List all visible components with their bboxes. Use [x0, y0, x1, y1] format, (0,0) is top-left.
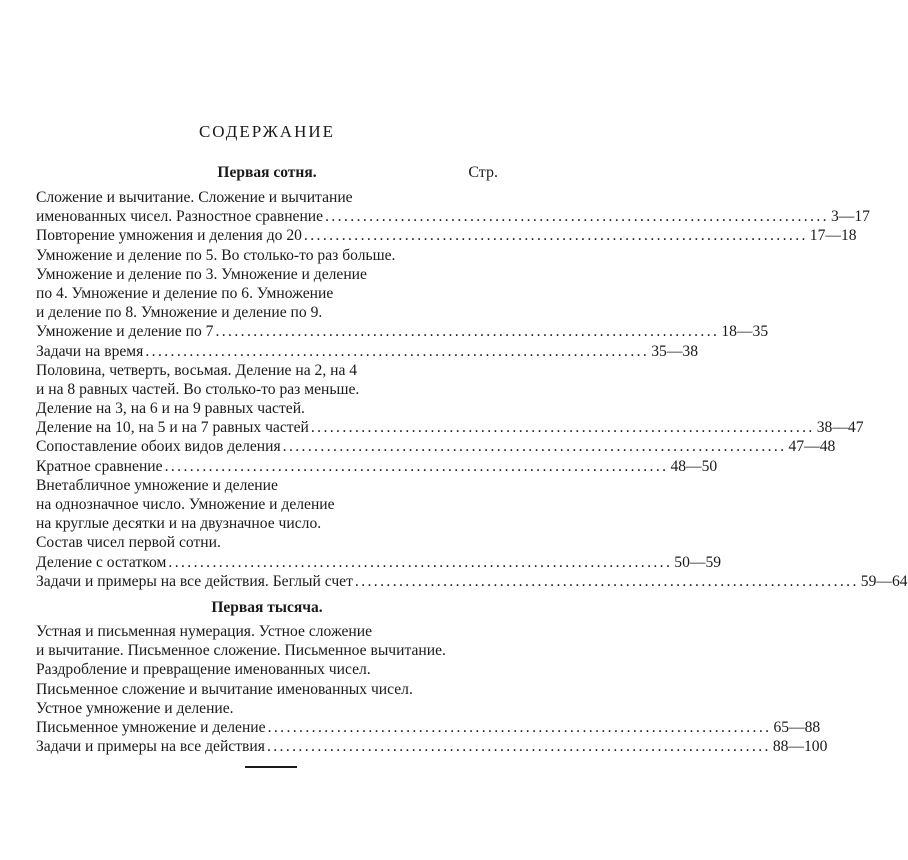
toc-entry: [36, 188, 498, 207]
dot-leader: ................................................................................: [354, 572, 859, 590]
toc-entry: [36, 361, 498, 380]
toc-entry: [36, 680, 498, 699]
toc-entry-text: и вычитание. Письменное сложение. Письменное вычитание.: [36, 642, 446, 660]
toc-entry: [36, 418, 864, 437]
toc-entry-text: Сопоставление обоих видов деления: [36, 438, 281, 456]
toc-entry: [36, 437, 836, 456]
toc-entry: [36, 226, 857, 245]
toc-entry-text: Умножение и деление по 5. Во столько-то раз больше.: [36, 246, 396, 264]
toc-entry: [36, 265, 498, 284]
toc-entry-text: Задачи и примеры на все действия: [36, 738, 265, 756]
toc-entry-text: Задачи и примеры на все действия. Беглый счет: [36, 572, 353, 590]
toc-entry: [36, 284, 498, 303]
page-column-label: Стр.: [468, 164, 498, 181]
toc-entry-text: Сложение и вычитание. Сложение и вычитание: [36, 189, 353, 206]
toc-entry-pages: 50—59: [674, 553, 722, 571]
section-heading-first-hundred: Первая сотня.: [217, 164, 317, 181]
toc-entry: [36, 737, 828, 756]
toc-entry-pages: 38—47: [816, 419, 864, 437]
toc-entry-text: на однозначное число. Умножение и деление: [36, 496, 335, 513]
toc-entry: [36, 303, 498, 322]
toc-entry: [36, 476, 498, 495]
dot-leader: ................................................................................: [282, 438, 787, 456]
toc-entry-pages: 3—17: [830, 208, 870, 226]
toc-entry: [36, 207, 870, 226]
toc-entry-text: Устная и письменная нумерация. Устное сложение: [36, 623, 373, 640]
toc-entry-text: именованных чисел. Разностное сравнение: [36, 208, 324, 226]
toc-entry: [36, 533, 498, 552]
toc-entry-text: и деление по 8. Умножение и деление по 9.: [36, 304, 323, 322]
toc-entry: [36, 553, 722, 572]
toc-entry-pages: 88—100: [772, 738, 828, 756]
toc-entry-pages: 35—38: [651, 342, 698, 360]
toc-entry: [36, 457, 718, 476]
dot-leader: ................................................................................: [168, 553, 673, 571]
toc-entry: [36, 641, 498, 660]
toc-entry: [36, 718, 821, 737]
toc-title: СОДЕРЖАНИЕ: [198, 122, 336, 141]
toc-entry: [36, 342, 698, 361]
toc-entry-text: и на 8 равных частей. Во столько-то раз меньше.: [36, 380, 360, 398]
dot-leader: ................................................................................: [325, 208, 829, 226]
toc-entry: [36, 322, 769, 341]
toc-entry: [36, 660, 498, 679]
toc-entry-text: Деление на 10, на 5 и на 7 равных частей: [36, 419, 309, 437]
section-entries-first-thousand: [36, 622, 828, 756]
toc-entry-pages: 48—50: [670, 457, 718, 475]
dot-leader: ................................................................................: [267, 718, 772, 736]
toc-entry-text: по 4. Умножение и деление по 6. Умножение: [36, 284, 334, 302]
dot-leader: ................................................................................: [164, 457, 669, 475]
toc-entry-pages: 47—48: [788, 438, 836, 456]
toc-entry: [36, 495, 498, 514]
dot-leader: ................................................................................: [310, 419, 815, 437]
toc-entry-text: Внетабличное умножение и деление: [36, 476, 278, 494]
dot-leader: ................................................................................: [266, 738, 771, 756]
toc-entry-text: Состав чисел первой сотни.: [36, 534, 221, 552]
toc-entry-pages: 18—35: [721, 323, 769, 341]
dot-leader: ................................................................................: [215, 323, 720, 341]
toc-entry-pages: 59—64: [860, 572, 908, 590]
section-heading-first-thousand: Первая тысяча.: [211, 599, 323, 616]
toc-entry-pages: 17—18: [809, 227, 857, 245]
toc-entry-text: Письменное умножение и деление: [36, 718, 266, 736]
dot-leader: ................................................................................: [303, 227, 808, 245]
toc-entry-text: Половина, четверть, восьмая. Деление на 2, на 4: [36, 361, 358, 379]
section-entries-first-hundred: [36, 188, 908, 591]
toc-entry: [36, 380, 498, 399]
toc-entry: [36, 572, 908, 591]
toc-entry: [36, 246, 498, 265]
toc-entry: [36, 399, 498, 418]
dot-leader: ................................................................................: [145, 342, 650, 360]
toc-entry-text: Устное умножение и деление.: [36, 699, 234, 717]
toc-entry-text: Повторение умножения и деления до 20: [36, 227, 302, 245]
toc-entry-text: Письменное сложение и вычитание именованных чисел.: [36, 680, 413, 698]
toc-entry: [36, 514, 498, 533]
toc-entry-text: Задачи на время: [36, 342, 144, 360]
toc-entry-text: Деление с остатком: [36, 553, 167, 571]
toc-entry: [36, 699, 498, 718]
toc-entry-pages: 65—88: [773, 718, 821, 736]
toc-entry-text: Умножение и деление по 3. Умножение и деление: [36, 265, 367, 283]
toc-entry: [36, 622, 498, 641]
toc-entry-text: на круглые десятки и на двузначное число.: [36, 515, 322, 533]
toc-entry-text: Умножение и деление по 7: [36, 323, 214, 341]
toc-entry-text: Деление на 3, на 6 и на 9 равных частей.: [36, 400, 305, 418]
toc-entry-text: Раздробление и превращение именованных чисел.: [36, 661, 371, 679]
toc-entry-text: Кратное сравнение: [36, 457, 163, 475]
closing-rule: [245, 766, 297, 768]
